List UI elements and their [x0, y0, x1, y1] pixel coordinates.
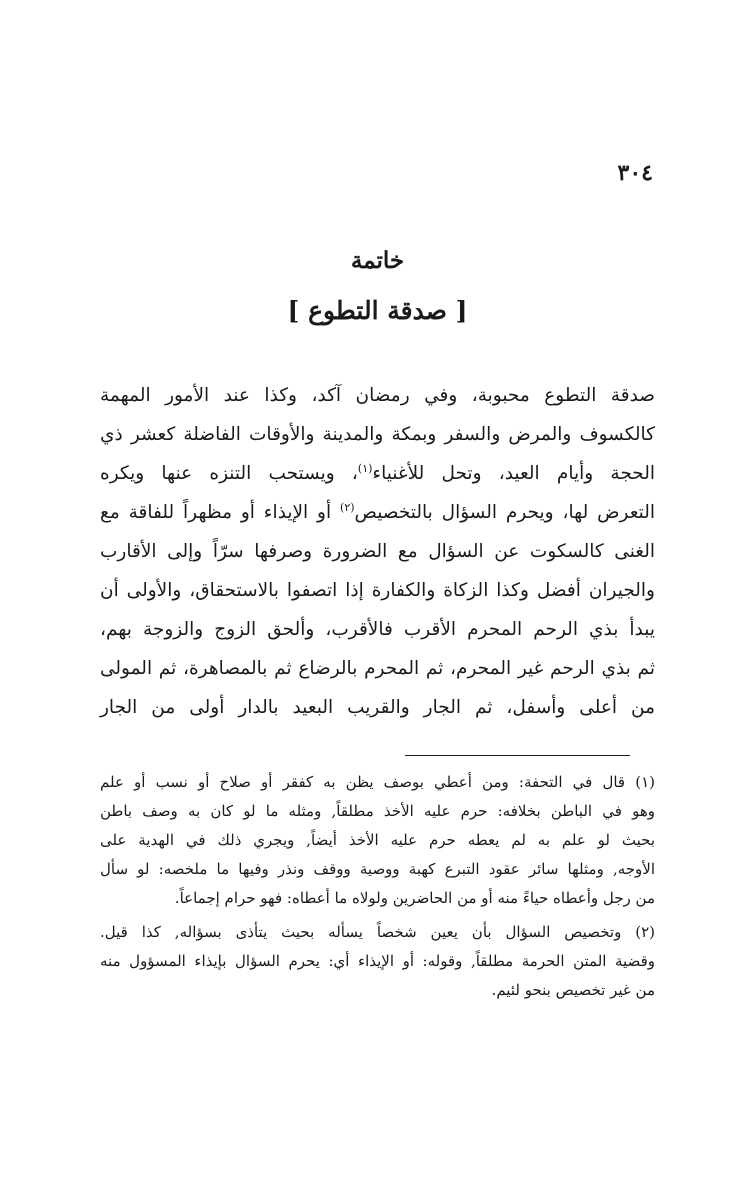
- footnote-line: الأوجه, ومثلها سائر عقود التبرع كهبة ووصية ووقف ونذر وفيها ما ملخصه: لو سأل: [100, 860, 655, 878]
- footnote-line: (٢) وتخصيص السؤال بأن يعين شخصاً يسأله بحيث يتأذى بسؤاله, كذا قيل.: [100, 923, 655, 941]
- text-line: [100, 649, 655, 688]
- chapter-title: خاتمة: [350, 247, 405, 274]
- text-line: [100, 493, 655, 532]
- text-line: [100, 415, 655, 454]
- section-subtitle: [ صدقة التطوع ]: [287, 296, 468, 325]
- text-segment: التعرض لها، ويحرم السؤال بالتخصيص: [354, 502, 655, 523]
- text-segment: يبدأ بذي الرحم المحرم الأقرب فالأقرب، وألحق الزوج والزوجة بهم،: [100, 619, 655, 640]
- footnote-line: من رجل وأعطاه حياءً منه أو من الحاضرين ولولاه ما أعطاه: فهو حرام إجماعاً.: [174, 889, 655, 907]
- footnotes: [100, 768, 655, 1005]
- text-line: [100, 454, 655, 493]
- footnote-ref-1[interactable]: (١): [357, 461, 373, 475]
- text-segment: الحجة وأيام العيد، وتحل للأغنياء: [372, 463, 655, 484]
- text-segment: كالكسوف والمرض والسفر وبمكة والمدينة والأوقات الفاضلة كعشر ذي: [100, 424, 655, 445]
- page-number: ٣٠٤: [617, 160, 653, 186]
- footnote-line: وهو في الباطن بخلافه: حرم عليه الأخذ مطلقاً, ومثله ما لو كان به وصف باطن: [100, 802, 655, 820]
- text-segment: الغنى كالسكوت عن السؤال مع الضرورة وصرفها سرّاً وإلى الأقارب: [100, 541, 655, 562]
- footnote-line: (١) قال في التحفة: ومن أعطي بوصف يظن به كفقر أو صلاح أو نسب أو علم: [100, 773, 655, 791]
- text-segment: والجيران أفضل وكذا الزكاة والكفارة إذا اتصفوا بالاستحقاق، والأولى أن: [100, 580, 655, 601]
- text-line: [100, 610, 655, 649]
- text-segment: أو الإيذاء أو مظهراً للفاقة مع: [100, 502, 341, 523]
- footnote-divider: [405, 755, 630, 756]
- footnote-line: من غير تخصيص بنحو لئيم.: [491, 981, 655, 999]
- text-segment: ، ويستحب التنزه عنها ويكره: [100, 463, 358, 484]
- text-segment: ثم بذي الرحم غير المحرم، ثم المحرم بالرضاع ثم بالمصاهرة، ثم المولى: [100, 658, 655, 679]
- text-segment: من أعلى وأسفل، ثم الجار والقريب البعيد بالدار أولى من الجار: [100, 697, 655, 718]
- text-line: [100, 532, 655, 571]
- footnote-ref-2[interactable]: (٢): [340, 500, 355, 514]
- footnote-line: بحيث لو علم به لم يعطه حرم عليه الأخذ أيضاً, ويجري ذلك في الهدية على: [100, 831, 655, 849]
- main-text: [100, 376, 655, 727]
- text-line: [100, 571, 655, 610]
- text-segment: صدقة التطوع محبوبة، وفي رمضان آكد، وكذا عند الأمور المهمة: [100, 385, 655, 406]
- footnote-line: وقضية المتن الحرمة مطلقاً, وقوله: أو الإيذاء أي: يحرم السؤال بإيذاء المسؤول منه: [100, 952, 655, 970]
- text-line: [100, 688, 655, 727]
- text-line: [100, 376, 655, 415]
